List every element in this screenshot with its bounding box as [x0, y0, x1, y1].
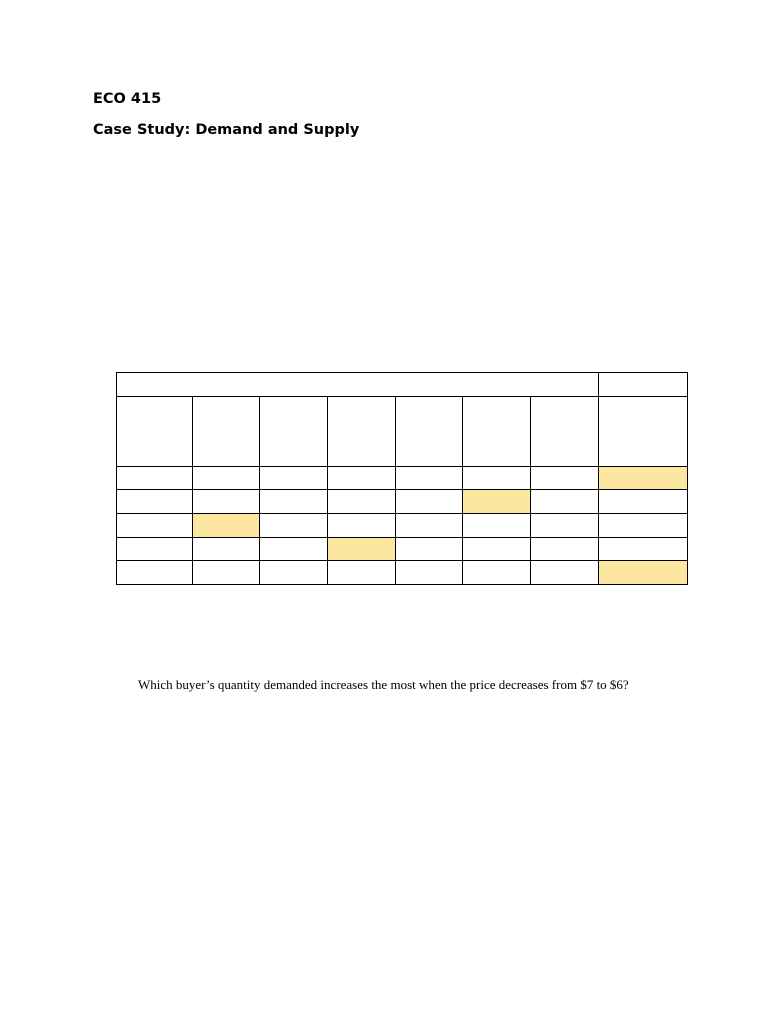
table-cell: [530, 560, 599, 585]
table-cell-highlighted: [462, 489, 531, 514]
table-cell: [530, 489, 599, 514]
table-cell: [259, 513, 328, 538]
table-header-cell: [327, 396, 396, 467]
table-title-cell-right: [598, 372, 688, 397]
table-cell: [395, 466, 463, 490]
table-title-cell: [116, 372, 599, 397]
table-cell: [327, 466, 396, 490]
table-header-cell: [598, 396, 688, 467]
table-cell: [192, 537, 260, 561]
table-header-cell: [116, 396, 193, 467]
course-code: ECO 415: [93, 91, 162, 107]
table-cell: [116, 489, 193, 514]
table-cell: [395, 513, 463, 538]
table-cell: [395, 489, 463, 514]
table-cell-highlighted: [192, 513, 260, 538]
table-cell: [598, 489, 688, 514]
table-cell: [327, 513, 396, 538]
table-cell: [462, 466, 531, 490]
table-cell: [395, 537, 463, 561]
table-cell: [116, 466, 193, 490]
table-cell: [259, 489, 328, 514]
table-cell: [530, 513, 599, 538]
table-header-cell: [192, 396, 260, 467]
table-cell: [598, 537, 688, 561]
table-cell: [327, 560, 396, 585]
table-cell: [192, 560, 260, 585]
table-header-cell: [395, 396, 463, 467]
table-cell: [530, 466, 599, 490]
table-cell: [462, 513, 531, 538]
demand-table: [116, 372, 687, 584]
table-cell: [116, 537, 193, 561]
table-header-cell: [259, 396, 328, 467]
table-cell: [530, 537, 599, 561]
document-title: Case Study: Demand and Supply: [93, 122, 360, 138]
table-cell: [395, 560, 463, 585]
table-cell: [462, 560, 531, 585]
table-cell: [259, 560, 328, 585]
table-cell: [116, 513, 193, 538]
table-header-cell: [530, 396, 599, 467]
question-text: Which buyer’s quantity demanded increases the most when the price decreases from $7 to $6?: [138, 677, 629, 692]
table-cell: [327, 489, 396, 514]
table-cell: [192, 466, 260, 490]
table-cell-highlighted: [327, 537, 396, 561]
table-cell: [116, 560, 193, 585]
table-cell: [259, 466, 328, 490]
table-cell: [192, 489, 260, 514]
table-cell-highlighted: [598, 560, 688, 585]
table-cell-highlighted: [598, 466, 688, 490]
table-cell: [598, 513, 688, 538]
table-cell: [462, 537, 531, 561]
table-cell: [259, 537, 328, 561]
table-header-cell: [462, 396, 531, 467]
